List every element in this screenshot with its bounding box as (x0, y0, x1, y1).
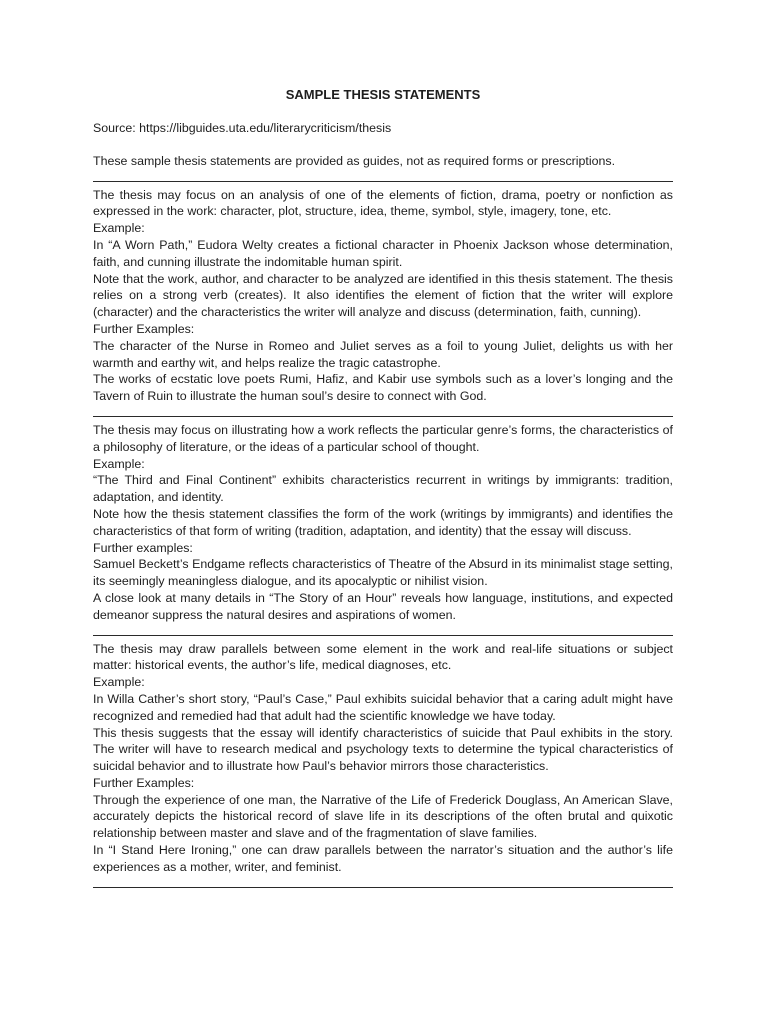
further-examples-label: Further examples: (93, 540, 193, 555)
note-text: Note that the work, author, and character to be analyzed are identified in this thesis statement. The thesis relies on a strong verb (creates). It also identifies the element of fiction that the writer will explore (character) and the characteristics the writer will analyze and discuss (determination, faith, cunning). (93, 271, 673, 320)
example-label: Example: (93, 221, 145, 236)
example-text: In “A Worn Path,” Eudora Welty creates a fictional character in Phoenix Jackson whose determination, faith, and cunning illustrate the indomitable human spirit. (93, 237, 673, 269)
note-text: This thesis suggests that the essay will identify characteristics of suicide that Paul exhibits in the story. The writer will have to research medical and psychology texts to determine the typical characteristics of suicidal behavior and to illustrate how Paul’s behavior mirrors those characteristics. (93, 725, 673, 774)
section-description: The thesis may focus on an analysis of one of the elements of fiction, drama, poetry or nonfiction as expressed in the work: character, plot, structure, idea, theme, symbol, style, imagery, tone, etc. (93, 187, 673, 219)
section-divider (93, 635, 673, 636)
further-examples-label: Further Examples: (93, 775, 195, 790)
further-example: The character of the Nurse in Romeo and Juliet serves as a foil to young Juliet, delights us with her warmth and earthy wit, and helps realize the tragic catastrophe. (93, 338, 673, 370)
further-example: The works of ecstatic love poets Rumi, Hafiz, and Kabir use symbols such as a lover’s longing and the Tavern of Ruin to illustrate the human soul’s desire to connect with God. (93, 372, 673, 404)
thesis-section-2 (93, 422, 673, 624)
document-page (93, 86, 673, 893)
example-text: “The Third and Final Continent” exhibits characteristics recurrent in writings by immigrants: tradition, adaptation, and identity. (93, 473, 673, 505)
further-example: In “I Stand Here Ironing,” one can draw parallels between the narrator’s situation and the author’s life experiences as a mother, writer, and feminist. (93, 843, 673, 874)
section-divider (93, 181, 673, 182)
source-line: Source: https://libguides.uta.edu/literarycriticism/thesis (93, 121, 392, 135)
further-example: Through the experience of one man, the Narrative of the Life of Frederick Douglass, An American Slave, accurately depicts the historical record of slave life in its descriptions of the often brutal and quixotic relationship between master and slave and of the fragmentation of slave families. (93, 792, 673, 841)
further-example: Samuel Beckett’s Endgame reflects characteristics of Theatre of the Absurd in its minimalist stage setting, its seemingly meaningless dialogue, and its apocalyptic or nihilist vision. (93, 557, 673, 589)
example-label: Example: (93, 456, 145, 471)
section-description: The thesis may draw parallels between some element in the work and real-life situations or subject matter: historical events, the author’s life, medical diagnoses, etc. (93, 641, 673, 673)
section-description: The thesis may focus on illustrating how a work reflects the particular genre’s forms, the characteristics of a philosophy of literature, or the ideas of a particular school of thought. (93, 422, 673, 454)
further-example: A close look at many details in “The Story of an Hour” reveals how language, institutions, and expected demeanor suppress the natural desires and aspirations of women. (93, 590, 673, 622)
thesis-section-1 (93, 187, 673, 405)
example-label: Example: (93, 675, 145, 690)
further-examples-label: Further Examples: (93, 321, 195, 336)
note-text: Note how the thesis statement classifies the form of the work (writings by immigrants) and identifies the characteristics of that form of writing (tradition, adaptation, and identity) that the essay will discuss. (93, 506, 673, 538)
section-divider (93, 416, 673, 417)
intro-paragraph: These sample thesis statements are provided as guides, not as required forms or prescriptions. (93, 153, 616, 168)
section-divider (93, 887, 673, 888)
document-title: SAMPLE THESIS STATEMENTS (285, 87, 481, 102)
example-text: In Willa Cather’s short story, “Paul’s Case,” Paul exhibits suicidal behavior that a caring adult might have recognized and remedied had that adult had the scientific knowledge we have today. (93, 691, 673, 723)
thesis-section-3 (93, 641, 673, 876)
